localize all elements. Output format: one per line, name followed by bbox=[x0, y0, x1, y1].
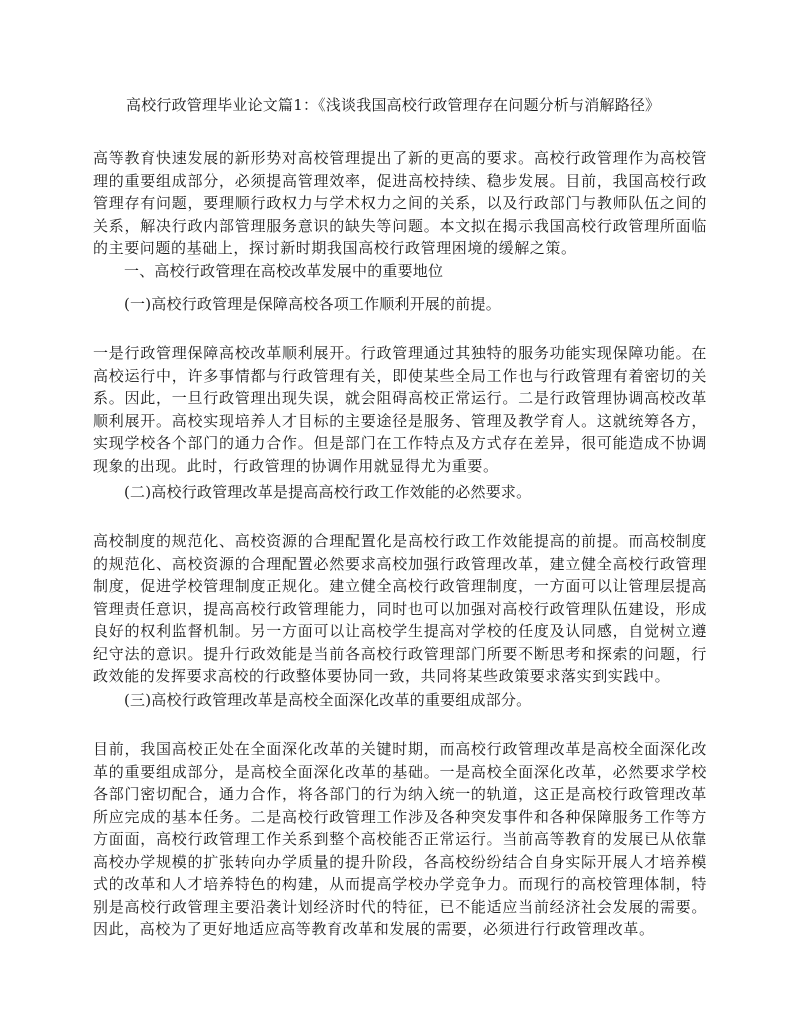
intro-paragraph: 高等教育快速发展的新形势对高校管理提出了新的更高的要求。高校行政管理作为高校管理的重要组成部分，必须提高管理效率，促进高校持续、稳步发展。目前，我国高校行政管理存有问题，要理顺行政权力与学术权力之间的关系，以及行政部门与教师队伍之间的关系，解决行政内部管理服务意识的缺失等问题。本文拟在揭示我国高校行政管理所面临的主要问题的基础上，探讨新时期我国高校行政管理困境的缓解之策。 bbox=[93, 149, 707, 257]
subsection-body-2: 高校制度的规范化、高校资源的合理配置化是高校行政工作效能提高的前提。而高校制度的规范化、高校资源的合理配置必然要求高校加强行政管理改革，建立健全高校行政管理制度，促进学校管理制度正规化。建立健全高校行政管理制度，一方面可以让管理层提高管理责任意识，提高高校行政管理能力，同时也可以加强对高校行政管理队伍建设，形成良好的权利监督机制。另一方面可以让高校学生提高对学校的任度及认同感，自觉树立遵纪守法的意识。提升行政效能是当前各高校行政管理部门所要不断思考和探索的问题，行政效能的发挥要求高校的行政整体要协同一致，共同将某些政策要求落实到实践中。 bbox=[93, 532, 707, 685]
subsection-heading-2: (二)高校行政管理改革是提高高校行政工作效能的必然要求。 bbox=[124, 483, 532, 501]
subsection-heading-3: (三)高校行政管理改革是高校全面深化改革的重要组成部分。 bbox=[124, 691, 532, 709]
subsection-body-1: 一是行政管理保障高校改革顺利展开。行政管理通过其独特的服务功能实现保障功能。在高校运行中，许多事情都与行政管理有关，即使某些全局工作也与行政管理有着密切的关系。因此，一旦行政管理出现失误，就会阻碍高校正常运行。二是行政管理协调高校改革顺利展开。高校实现培养人才目标的主要途径是服务、管理及教学育人。这就统筹各方，实现学校各个部门的通力合作。但是部门在工作特点及方式存在差异，很可能造成不协调现象的出现。此时，行政管理的协调作用就显得尤为重要。 bbox=[93, 344, 707, 475]
document-title: 高校行政管理毕业论文篇1：《浅谈我国高校行政管理存在问题分析与消解路径》 bbox=[126, 96, 661, 114]
subsection-heading-1: (一)高校行政管理是保障高校各项工作顺利开展的前提。 bbox=[124, 295, 501, 313]
subsection-body-3: 目前，我国高校正处在全面深化改革的关键时期，而高校行政管理改革是高校全面深化改革的重要组成部分，是高校全面深化改革的基础。一是高校全面深化改革，必然要求学校各部门密切配合，通力合作，将各部门的行为纳入统一的轨道，这正是高校行政管理改革所应完成的基本任务。二是高校行政管理工作涉及各种突发事件和各种保障服务工作等方方面面，高校行政管理工作关系到整个高校能否正常运行。当前高等教育的发展已从依靠高校办学规模的扩张转向办学质量的提升阶段，各高校纷纷结合自身实际开展人才培养模式的改革和人才培养特色的构建，从而提高学校办学竞争力。而现行的高校管理体制，特别是高校行政管理主要沿袭计划经济时代的特征，已不能适应当前经济社会发展的需要。因此，高校为了更好地适应高等教育改革和发展的需要，必须进行行政管理改革。 bbox=[93, 740, 707, 938]
section-heading-1: 一、高校行政管理在高校改革发展中的重要地位 bbox=[124, 262, 444, 280]
